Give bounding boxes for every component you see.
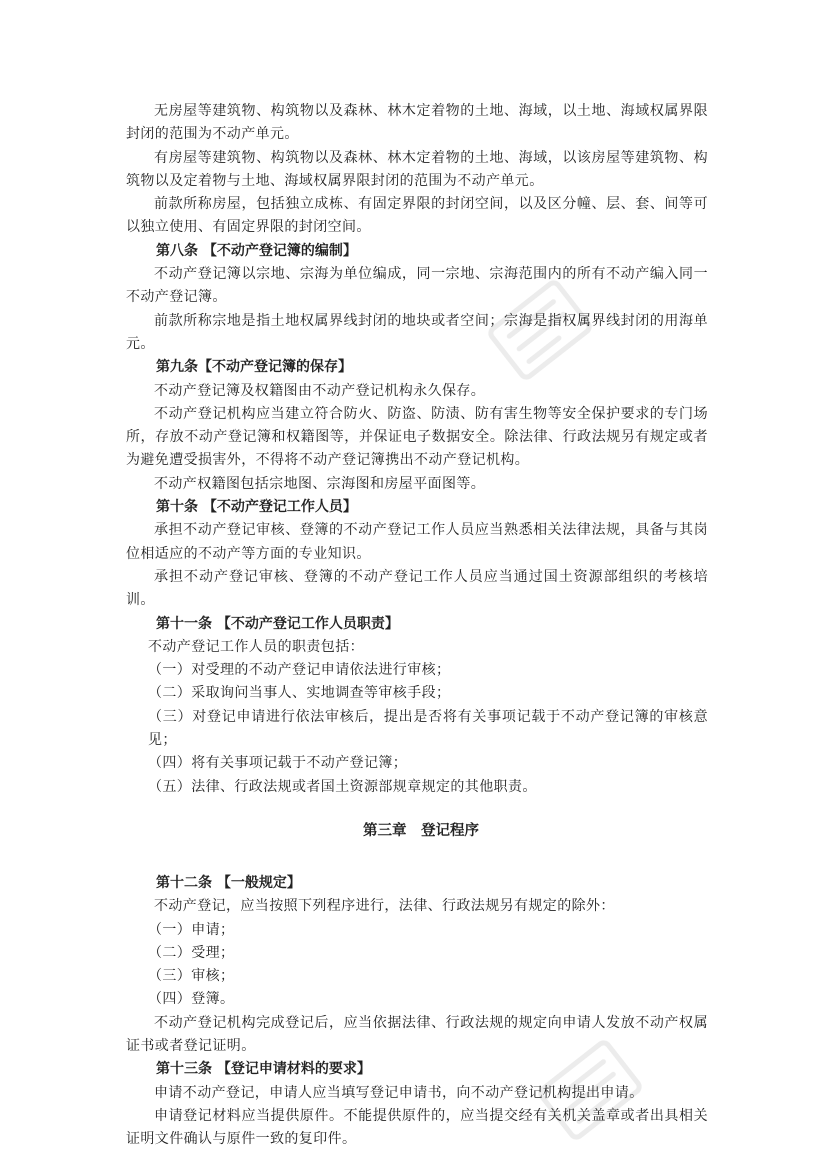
- list-item: （一）对受理的不动产登记申请依法进行审核；: [148, 662, 451, 679]
- paragraph: 不动产登记簿及权籍图由不动产登记机构永久保存。: [154, 382, 486, 399]
- list-item: （四）将有关事项记载于不动产登记簿；: [148, 755, 408, 772]
- paragraph: 承担不动产登记审核、登簿的不动产登记工作人员应当熟悉相关法律法规，具备与其岗位相适应的不动产等方面的专业知识。: [126, 522, 708, 562]
- paragraph: 不动产登记簿以宗地、宗海为单位编成，同一宗地、宗海范围内的所有不动产编入同一不动产登记簿。: [126, 266, 708, 306]
- list-item: （四）登簿。: [148, 991, 235, 1008]
- paragraph: 前款所称宗地是指土地权属界线封闭的地块或者空间；宗海是指权属界线封闭的用海单元。: [126, 312, 708, 352]
- list-item: （三）对登记申请进行依法审核后，提出是否将有关事项记载于不动产登记簿的审核意见；: [148, 708, 708, 749]
- chapter-title: 第三章 登记程序: [363, 822, 479, 839]
- paragraph: 承担不动产登记审核、登簿的不动产登记工作人员应当通过国土资源部组织的考核培训。: [126, 568, 708, 609]
- paragraph: 不动产登记，应当按照下列程序进行，法律、行政法规另有规定的除外：: [154, 898, 615, 915]
- article-heading: 第十条 【不动产登记工作人员】: [156, 499, 357, 516]
- article-heading: 第九条【不动产登记簿的保存】: [156, 359, 352, 376]
- article-heading: 第八条 【不动产登记簿的编制】: [156, 242, 357, 259]
- paragraph: 不动产登记机构完成登记后，应当依据法律、行政法规的规定向申请人发放不动产权属证书或者登记证明。: [126, 1014, 708, 1054]
- list-item: 不动产登记工作人员的职责包括：: [148, 638, 364, 655]
- article-heading: 第十二条 【一般规定】: [156, 874, 301, 891]
- list-item: （一）申请；: [148, 921, 235, 938]
- article-heading: 第十一条 【不动产登记工作人员职责】: [156, 615, 399, 632]
- paragraph: 申请不动产登记，申请人应当填写登记申请书，向不动产登记机构提出申请。: [154, 1084, 644, 1101]
- list-item: （三）审核；: [148, 968, 235, 985]
- list-item: （五）法律、行政法规或者国土资源部规章规定的其他职责。: [148, 778, 537, 795]
- paragraph: 申请登记材料应当提供原件。不能提供原件的，应当提交经有关机关盖章或者出具相关证明文件确认与原件一致的复印件。: [126, 1107, 708, 1148]
- document-body: [126, 100, 708, 1151]
- list-item: （二）受理；: [148, 944, 235, 961]
- paragraph: 不动产权籍图包括宗地图、宗海图和房屋平面图等。: [154, 475, 486, 492]
- article-heading: 第十三条 【登记申请材料的要求】: [156, 1061, 371, 1078]
- paragraph: 前款所称房屋，包括独立成栋、有固定界限的封闭空间，以及区分幢、层、套、间等可以独立使用、有固定界限的封闭空间。: [126, 196, 708, 236]
- paragraph: 无房屋等建筑物、构筑物以及森林、林木定着物的土地、海域，以土地、海域权属界限封闭的范围为不动产单元。: [126, 103, 708, 143]
- list-item: （二）采取询问当事人、实地调查等审核手段；: [148, 685, 451, 702]
- paragraph: 不动产登记机构应当建立符合防火、防盗、防渍、防有害生物等安全保护要求的专门场所，存放不动产登记簿和权籍图等，并保证电子数据安全。除法律、行政法规另有规定或者为避免遭受损害外，不得将不动产登记簿携出不动产登记机构。: [126, 405, 708, 469]
- paragraph: 有房屋等建筑物、构筑物以及森林、林木定着物的土地、海域，以该房屋等建筑物、构筑物以及定着物与土地、海域权属界限封闭的范围为不动产单元。: [126, 149, 708, 189]
